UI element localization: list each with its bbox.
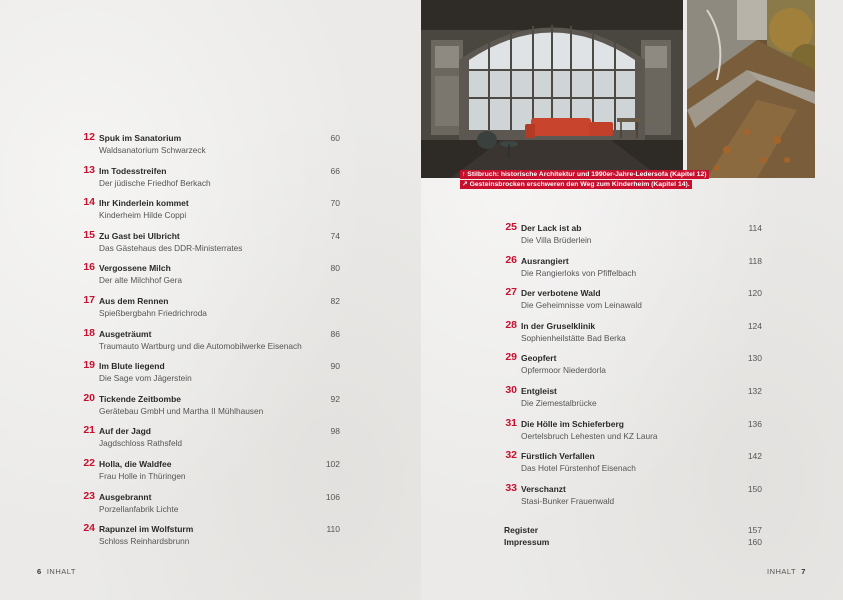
photo-caption-kinderheim: ↗ Gesteinsbrocken erschweren den Weg zum Kinderheim (Kapitel 14). — [462, 181, 690, 188]
page-number: 120 — [747, 288, 762, 299]
chapter-number: 30 — [505, 383, 517, 396]
chapter-subtitle: Traumauto Wartburg und die Automobilwerke Eisenach — [99, 340, 302, 351]
toc-entry[interactable] — [80, 229, 340, 262]
chapter-number: 28 — [505, 318, 517, 331]
page-number: 74 — [330, 230, 340, 241]
toc-entry[interactable] — [502, 221, 762, 254]
chapter-subtitle: Opfermoor Niederdorla — [521, 365, 606, 376]
toc-entry[interactable] — [80, 294, 340, 327]
chapter-subtitle: Die Rangierloks von Pfiffelbach — [521, 267, 637, 278]
running-footer-right: INHALT — [767, 567, 797, 576]
chapter-title: Geopfert — [521, 353, 557, 364]
chapter-title: Vergossene Milch — [99, 263, 171, 274]
toc-entry[interactable] — [502, 286, 762, 319]
running-footer-left: INHALT — [46, 567, 76, 576]
photo-sanatorium-interior — [421, 0, 683, 178]
chapter-subtitle: Schloss Reinhardsbrunn — [99, 536, 190, 547]
chapter-title: Verschanzt — [521, 483, 566, 494]
page-number: 160 — [747, 537, 762, 547]
chapter-title: Zu Gast bei Ulbricht — [99, 230, 180, 241]
chapter-subtitle: Das Hotel Fürstenhof Eisenach — [521, 463, 636, 474]
folio-left: 6 — [37, 567, 42, 576]
chapter-subtitle: Jagdschloss Rathsfeld — [99, 438, 183, 449]
toc-entry[interactable] — [502, 319, 762, 352]
chapter-subtitle: Das Gästehaus des DDR-Ministerrates — [99, 242, 243, 253]
footer-right — [767, 567, 806, 576]
chapter-number: 18 — [83, 326, 95, 339]
chapter-subtitle: Der jüdische Friedhof Berkach — [99, 177, 211, 188]
toc-entry[interactable] — [80, 457, 340, 490]
toc-entry[interactable] — [80, 359, 340, 392]
chapter-subtitle: Kinderheim Hilde Coppi — [99, 210, 187, 221]
chapter-number: 25 — [505, 221, 517, 233]
page-number: 106 — [325, 491, 340, 502]
photo-caption-sanatorium: ↑ Stilbruch: historische Architektur und 1990er-Jahre-Ledersofa (Kapitel 12) — [462, 171, 707, 178]
chapter-number: 12 — [83, 131, 95, 143]
chapter-subtitle: Porzellanfabrik Lichte — [99, 503, 179, 514]
toc-entry[interactable] — [80, 131, 340, 164]
page-number: 132 — [747, 385, 762, 396]
page-number: 66 — [330, 165, 340, 176]
chapter-number: 14 — [83, 196, 95, 209]
toc-entry[interactable] — [502, 449, 762, 482]
chapter-subtitle: Der alte Milchhof Gera — [99, 275, 183, 286]
footer-left — [37, 567, 76, 576]
chapter-number: 13 — [83, 163, 95, 176]
chapter-number: 20 — [83, 391, 95, 404]
chapter-number: 26 — [505, 253, 517, 266]
forest-steps-image — [687, 0, 815, 178]
chapter-title: Die Hölle im Schieferberg — [521, 418, 624, 429]
toc-right-column — [502, 221, 762, 514]
toc-entry[interactable] — [80, 490, 340, 523]
toc-entry[interactable] — [502, 482, 762, 515]
toc-entry[interactable] — [80, 392, 340, 425]
page-number: 70 — [330, 198, 340, 209]
page-number: 130 — [747, 353, 762, 364]
chapter-subtitle: Gerätebau GmbH und Martha II Mühlhausen — [99, 405, 264, 416]
page-number: 82 — [330, 295, 340, 306]
toc-appendix — [502, 524, 762, 548]
chapter-title: Aus dem Rennen — [99, 295, 169, 306]
toc-entry[interactable] — [502, 351, 762, 384]
chapter-number: 22 — [83, 456, 95, 469]
chapter-title: Entgleist — [521, 385, 557, 396]
page-number: 102 — [325, 458, 340, 469]
chapter-subtitle: Die Ziemestalbrücke — [521, 397, 597, 408]
toc-entry[interactable] — [80, 424, 340, 457]
chapter-number: 21 — [83, 424, 95, 437]
chapter-title: In der Gruselklinik — [521, 320, 596, 331]
chapter-number: 27 — [505, 286, 517, 299]
chapter-title: Der verbotene Wald — [521, 288, 601, 299]
chapter-title: Holla, die Waldfee — [99, 458, 172, 469]
toc-entry[interactable] — [502, 384, 762, 417]
chapter-number: 15 — [83, 228, 95, 241]
chapter-subtitle: Waldsanatorium Schwarzeck — [99, 145, 206, 155]
chapter-number: 31 — [505, 416, 517, 429]
chapter-number: 19 — [83, 359, 95, 372]
toc-entry[interactable] — [502, 417, 762, 450]
chapter-title: Spuk im Sanatorium — [99, 133, 182, 143]
page-number: 60 — [330, 133, 340, 143]
appendix-title: Impressum — [504, 537, 550, 547]
chapter-number: 16 — [83, 261, 95, 274]
page-number: 150 — [747, 483, 762, 494]
chapter-number: 29 — [505, 351, 517, 364]
chapter-number: 24 — [83, 522, 95, 535]
chapter-subtitle: Sophienheilstätte Bad Berka — [521, 332, 626, 343]
appendix-title: Register — [504, 525, 539, 535]
toc-entry-impressum[interactable] — [502, 536, 762, 548]
page-number: 157 — [747, 525, 762, 535]
chapter-subtitle: Die Geheimnisse vom Leinawald — [521, 300, 642, 311]
chapter-number: 23 — [83, 489, 95, 502]
toc-entry[interactable] — [80, 261, 340, 294]
photo-forest-steps — [687, 0, 815, 178]
chapter-subtitle: Spießbergbahn Friedrichroda — [99, 307, 207, 318]
page-number: 98 — [330, 426, 340, 437]
toc-entry[interactable] — [502, 254, 762, 287]
page-number: 90 — [330, 361, 340, 372]
toc-entry[interactable] — [80, 196, 340, 229]
chapter-title: Im Todesstreifen — [99, 165, 167, 176]
chapter-subtitle: Die Villa Brüderlein — [521, 235, 592, 245]
page-number: 142 — [747, 451, 762, 462]
chapter-title: Fürstlich Verfallen — [521, 451, 595, 462]
chapter-title: Im Blute liegend — [99, 361, 165, 372]
page-number: 118 — [748, 255, 762, 266]
folio-right: 7 — [801, 567, 806, 576]
toc-entry-register[interactable] — [502, 524, 762, 536]
chapter-subtitle: Oertelsbruch Lehesten und KZ Laura — [521, 430, 658, 441]
page-number: 80 — [330, 263, 340, 274]
chapter-subtitle: Stasi-Bunker Frauenwald — [521, 495, 615, 506]
chapter-title: Rapunzel im Wolfsturm — [99, 524, 194, 535]
page-number: 114 — [748, 223, 762, 233]
page-number: 110 — [326, 524, 340, 535]
toc-entry[interactable] — [80, 327, 340, 360]
chapter-title: Ausgebrannt — [99, 491, 152, 502]
chapter-subtitle: Die Sage vom Jägerstein — [99, 373, 192, 384]
chapter-number: 17 — [83, 293, 95, 306]
chapter-title: Auf der Jagd — [99, 426, 151, 437]
chapter-title: Ihr Kinderlein kommet — [99, 198, 189, 209]
page-number: 124 — [747, 320, 762, 331]
page-number: 86 — [330, 328, 340, 339]
chapter-number: 32 — [505, 449, 517, 462]
sanatorium-interior-image — [421, 0, 683, 178]
page-number: 92 — [330, 393, 340, 404]
chapter-title: Ausrangiert — [521, 255, 569, 266]
chapter-number: 33 — [505, 481, 517, 494]
chapter-title: Ausgeträumt — [99, 328, 152, 339]
toc-entry[interactable] — [80, 164, 340, 197]
toc-entry[interactable] — [80, 522, 340, 555]
chapter-title: Tickende Zeitbombe — [99, 393, 182, 404]
chapter-subtitle: Frau Holle in Thüringen — [99, 470, 186, 481]
chapter-title: Der Lack ist ab — [521, 223, 582, 233]
page-number: 136 — [747, 418, 762, 429]
toc-left-column — [80, 131, 340, 555]
